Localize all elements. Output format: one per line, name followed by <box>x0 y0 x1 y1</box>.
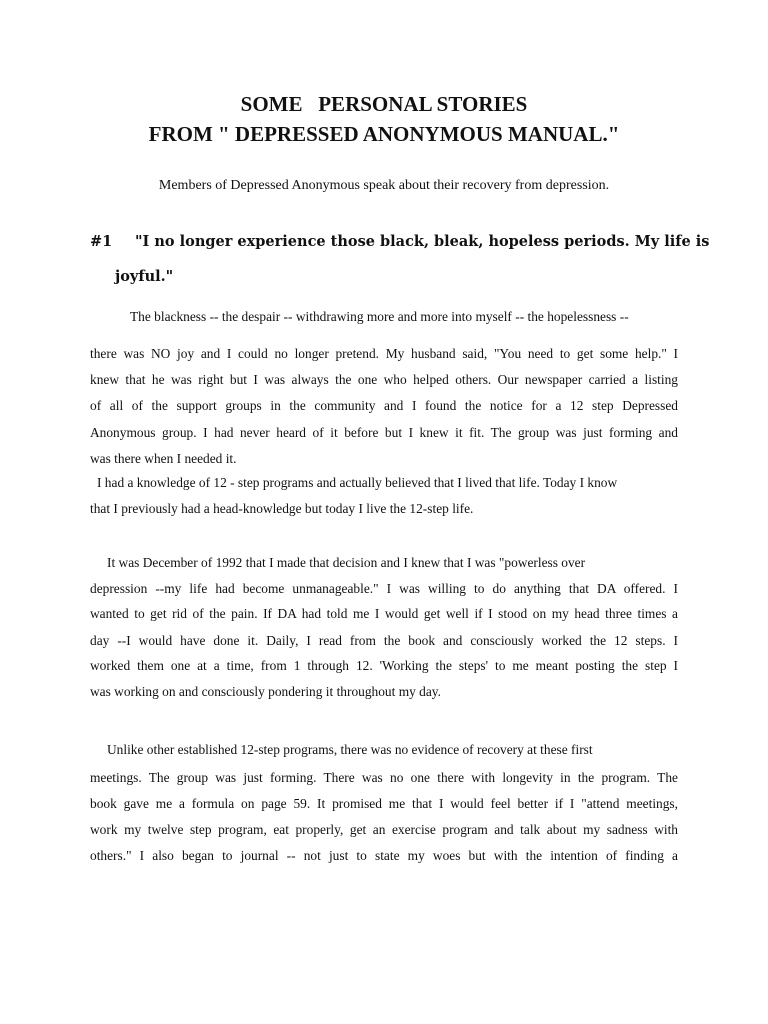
story-heading-line-2: joyful." <box>115 268 174 285</box>
document-subtitle: Members of Depressed Anonymous speak about their recovery from depression. <box>158 178 610 193</box>
body-text-line: knew that he was right but I was always the one who helped others. Our newspaper carried a listing <box>90 372 678 387</box>
body-text-line: there was NO joy and I could no longer pretend. My husband said, "You need to get some help." I <box>90 346 678 361</box>
body-text-line: work my twelve step program, eat properly, get an exercise program and talk about my sadness with <box>90 822 678 837</box>
body-text-line: of all of the support groups in the community and I found the notice for a 12 step Depressed <box>90 398 678 413</box>
body-text-line: was there when I needed it. <box>90 451 237 466</box>
body-text-line: Unlike other established 12-step programs, there was no evidence of recovery at these first <box>107 742 593 757</box>
body-text-line: day --I would have done it. Daily, I read from the book and consciously worked the 12 steps. I <box>90 633 678 648</box>
document-title-line-1: SOME PERSONAL STORIES <box>240 92 528 116</box>
body-text-line: worked them one at a time, from 1 through 12. 'Working the steps' to me meant posting the step I <box>90 658 678 673</box>
body-text-line: It was December of 1992 that I made that decision and I knew that I was "powerless over <box>107 555 586 570</box>
story-number: #1 <box>90 233 113 250</box>
body-text-line: wanted to get rid of the pain. If DA had told me I would get well if I stood on my head three times a <box>90 606 678 621</box>
body-text-line: others." I also began to journal -- not just to state my woes but with the intention of finding a <box>90 848 678 863</box>
body-text-line: The blackness -- the despair -- withdrawing more and more into myself -- the hopelessness -- <box>130 309 629 324</box>
story-heading-line-1: "I no longer experience those black, bleak, hopeless periods. My life is <box>135 233 710 250</box>
document-title-line-2: FROM " DEPRESSED ANONYMOUS MANUAL." <box>148 122 620 146</box>
body-text-line: meetings. The group was just forming. There was no one there with longevity in the program. The <box>90 770 678 785</box>
body-text-line: depression --my life had become unmanageable." I was willing to do anything that DA offered. I <box>90 581 678 596</box>
body-text-line: Anonymous group. I had never heard of it before but I knew it fit. The group was just forming and <box>90 425 678 440</box>
body-text-line: I had a knowledge of 12 - step programs and actually believed that I lived that life. Today I know <box>97 475 618 490</box>
body-text-line: that I previously had a head-knowledge but today I live the 12-step life. <box>90 501 474 516</box>
body-text-line: book gave me a formula on page 59. It promised me that I would feel better if I "attend meetings, <box>90 796 678 811</box>
body-text-line: was working on and consciously pondering it throughout my day. <box>90 684 441 699</box>
